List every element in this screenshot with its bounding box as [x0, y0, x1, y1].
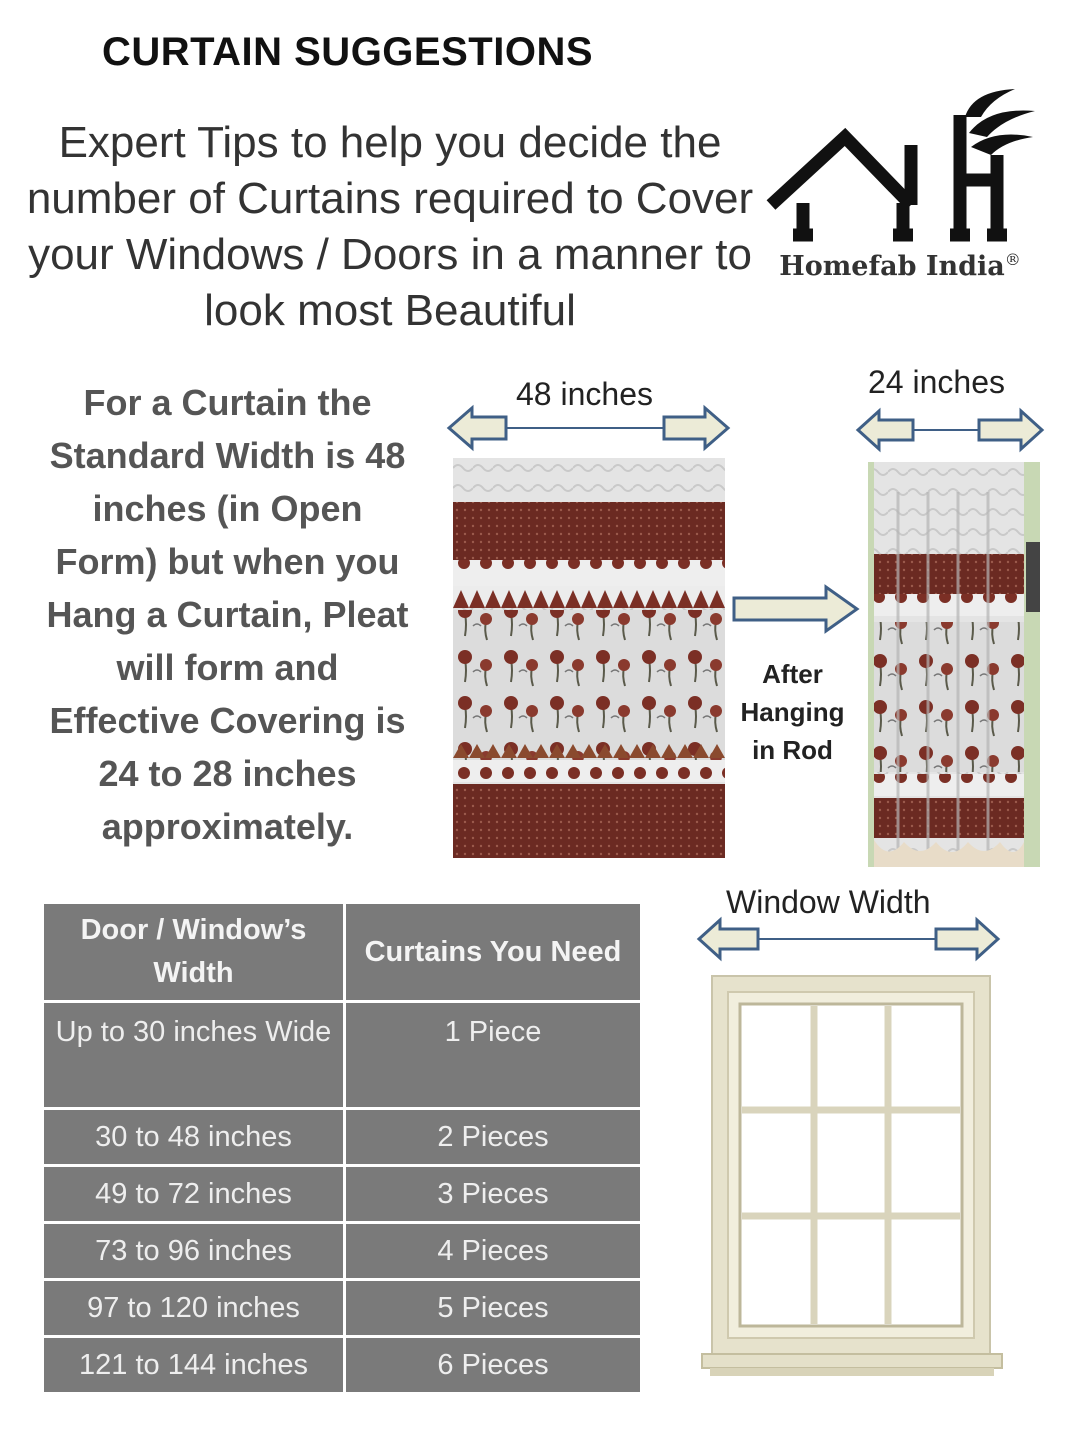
- logo-text: [765, 250, 1035, 282]
- cell-width: 73 to 96 inches: [43, 1223, 345, 1280]
- after-hanging-label: After Hanging in Rod: [740, 659, 845, 765]
- table-row: [43, 1337, 642, 1394]
- transform-arrow-icon: [731, 584, 861, 634]
- cell-width: 97 to 120 inches: [43, 1280, 345, 1337]
- header-width: Door / Window’s Width: [43, 903, 345, 1002]
- page-subtitle: Expert Tips to help you decide the number of Curtains required to Cover your Windows / Doors in a manner to look most Beautiful: [26, 118, 754, 335]
- cell-need: 5 Pieces: [345, 1280, 642, 1337]
- hung-width-label: 24 inches: [868, 364, 1005, 400]
- window-width-arrow-icon: [696, 915, 1001, 963]
- cell-width: Up to 30 inches Wide: [43, 1002, 345, 1109]
- registered-mark: ®: [1004, 250, 1021, 269]
- curtain-table: [41, 901, 643, 1395]
- window-width-label: Window Width: [726, 884, 931, 920]
- hung-curtain-image: [868, 462, 1040, 867]
- cell-width: 49 to 72 inches: [43, 1166, 345, 1223]
- open-width-arrow-icon: [446, 404, 731, 452]
- cell-need: 4 Pieces: [345, 1223, 642, 1280]
- table-row: [43, 1109, 642, 1166]
- info-text: For a Curtain the Standard Width is 48 inches (in Open Form) but when you Hang a Curtain, Pleat will form and Effective Covering is 24 to 28 inches approximately.: [46, 382, 409, 847]
- table-row: [43, 1280, 642, 1337]
- header-need: Curtains You Need: [345, 903, 642, 1002]
- cell-need: 6 Pieces: [345, 1337, 642, 1394]
- hung-width-arrow-icon: [855, 407, 1045, 453]
- table-row: [43, 1166, 642, 1223]
- brand-logo: [765, 85, 1045, 300]
- cell-need: 3 Pieces: [345, 1166, 642, 1223]
- cell-width: 121 to 144 inches: [43, 1337, 345, 1394]
- window-image: [700, 970, 1012, 1390]
- page-title: CURTAIN SUGGESTIONS: [102, 30, 594, 74]
- house-logo-icon: [765, 85, 1045, 255]
- table-row: [43, 1002, 642, 1109]
- open-curtain-image: [453, 458, 725, 858]
- logo-brand: Homefab India: [779, 251, 1005, 282]
- cell-width: 30 to 48 inches: [43, 1109, 345, 1166]
- open-width-label: 48 inches: [516, 376, 653, 412]
- cell-need: 1 Piece: [345, 1002, 642, 1109]
- table-header-row: [43, 903, 642, 1002]
- cell-need: 2 Pieces: [345, 1109, 642, 1166]
- table-row: [43, 1223, 642, 1280]
